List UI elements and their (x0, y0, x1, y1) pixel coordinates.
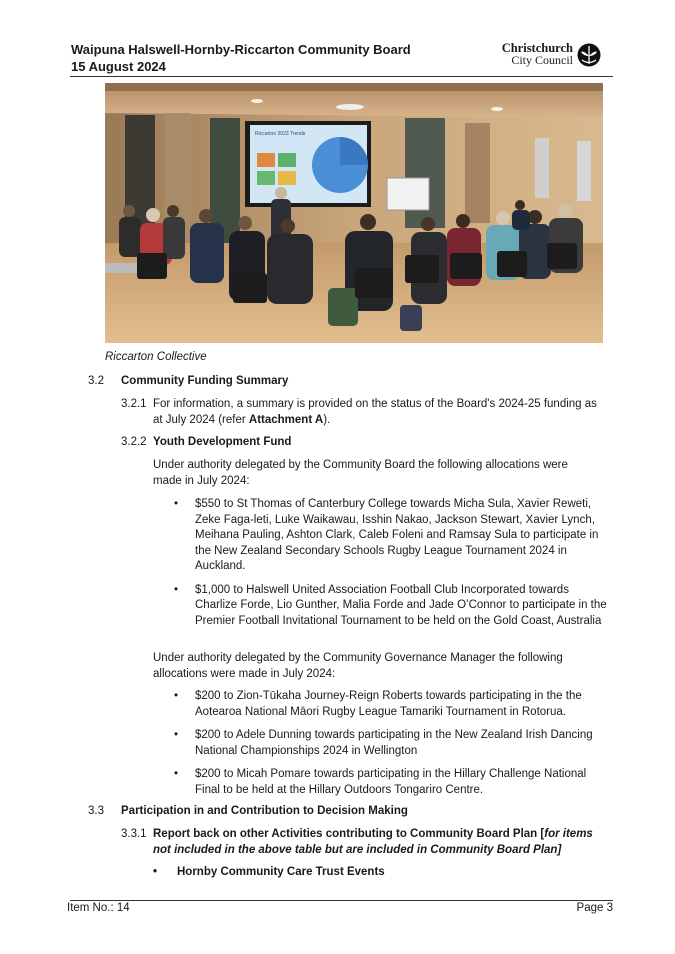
section-3-3-1-title (153, 827, 613, 858)
section-3-3-number: 3.3 (88, 805, 104, 817)
section-3-3-1-line1: Report back on other Activities contributing to Community Board Plan [ (153, 828, 545, 840)
section-3-3-1-italic2: not included in the above table but are included in Community Board Plan] (153, 843, 562, 856)
council-emblem-icon (577, 43, 601, 67)
board-name: Waipuna Halswell-Hornby-Riccarton Community Board (71, 42, 411, 57)
council-logo (497, 42, 607, 68)
section-3-2-1-line2-post: ). (323, 413, 331, 426)
section-3-2-2-title: Youth Development Fund (153, 436, 292, 448)
logo-text-line2: City Council (511, 53, 573, 67)
photo-caption: Riccarton Collective (105, 351, 207, 363)
allocation-intro-board: Under authority delegated by the Community Board the following allocations were made in July 2024: (153, 459, 568, 487)
activities-list (153, 865, 593, 889)
allocation-intro-manager: Under authority delegated by the Community Governance Manager the following allocations were made in July 2024: (153, 652, 563, 680)
section-3-2-1-number: 3.2.1 (121, 398, 147, 410)
page-number: Page 3 (576, 902, 613, 914)
attachment-reference: Attachment A (248, 413, 324, 426)
section-3-3-1-italic1: for items (544, 828, 593, 840)
slide-title: Riccarton 2023 Trends (255, 131, 306, 137)
meeting-photo (105, 83, 603, 343)
document-header (71, 41, 411, 75)
list-item: • $200 to Zion-Tūkaha Journey-Reign Roberts towards participating in the the Aotearoa National Māori Rugby League Tamariki Tournament in Rotorua. (174, 689, 614, 720)
manager-allocations-list (174, 689, 614, 806)
section-3-2-title: Community Funding Summary (121, 375, 289, 387)
logo-text-line1: Christchurch (501, 41, 573, 55)
section-3-2-number: 3.2 (88, 375, 104, 387)
section-3-3-1-number: 3.3.1 (121, 828, 147, 840)
section-3-2-1-line2-pre: at July 2024 (refer (153, 413, 249, 426)
list-item: • $1,000 to Halswell United Association Football Club Incorporated towards Charlize Forde, Lio Gunther, Malia Forde and Jade O’Connor to participate in the Premier Football Invitational Tournament to be held on the Gold Coast, Australia (174, 583, 614, 630)
list-item: • Hornby Community Care Trust Events (153, 865, 593, 881)
section-3-2-1-line1: For information, a summary is provided on the status of the Board's 2024-25 funding as (153, 398, 597, 410)
board-allocations-list (174, 497, 614, 637)
meeting-date: 15 August 2024 (71, 59, 166, 74)
list-item: • $550 to St Thomas of Canterbury College towards Micha Sula, Xavier Reweti, Zeke Faga-leti, Luke Waikawau, Isshin Nakao, Jackson Stewart, Xavier Lynch, Meihana Pauling, Ashton Clark, Caleb Foleni and Ramsay Sula to participate in the New Zealand Secondary Schools Rugby League Tournament 2024 in Auckland. (174, 497, 614, 575)
section-3-2-1-text (153, 397, 613, 428)
section-3-2-2-number: 3.2.2 (121, 436, 147, 448)
header-rule (70, 76, 613, 77)
list-item: • $200 to Adele Dunning towards participating in the New Zealand Irish Dancing National Championships 2024 in Wellington (174, 728, 614, 759)
list-item: • $200 to Micah Pomare towards participating in the Hillary Challenge National Final to be held at the Hillary Outdoors Tongariro Centre. (174, 767, 614, 798)
footer-rule (70, 900, 613, 901)
item-number: Item No.: 14 (67, 902, 130, 914)
section-3-3-title: Participation in and Contribution to Decision Making (121, 805, 408, 817)
